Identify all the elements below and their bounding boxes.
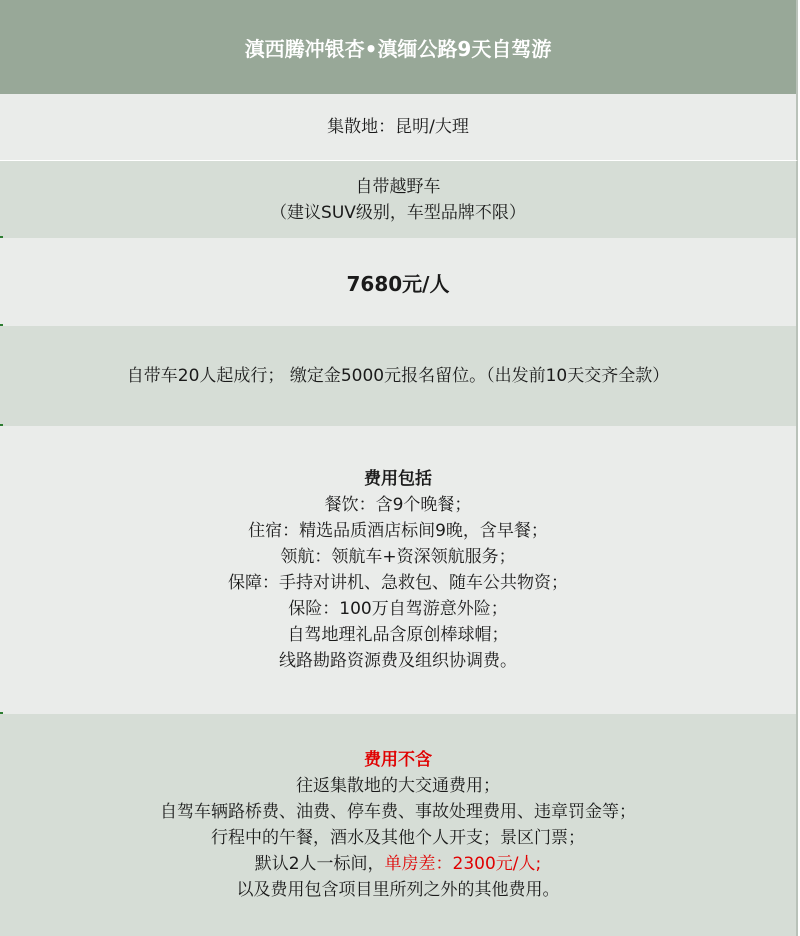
included-item: 线路勘路资源费及组织协调费。 — [279, 651, 517, 671]
vehicle-row — [0, 160, 798, 238]
excluded-item: 行程中的午餐，酒水及其他个人开支；景区门票； — [211, 828, 585, 848]
included-item: 住宿：精选品质酒店标间9晚，含早餐； — [248, 521, 548, 541]
single-room-supplement: 单房差：2300元/人; — [384, 854, 542, 874]
meeting-point: 集散地：昆明/大理 — [327, 117, 469, 137]
booking-terms: 自带车20人起成行； 缴定金5000元报名留位。（出发前10天交齐全款） — [126, 366, 670, 386]
single-room-prefix: 默认2人一标间， — [254, 854, 385, 874]
booking-row — [0, 326, 798, 426]
meeting-point-row — [0, 94, 798, 160]
excluded-item: 自驾车辆路桥费、油费、停车费、事故处理费用、违章罚金等； — [160, 802, 636, 822]
single-room-line — [255, 851, 542, 877]
included-item: 自驾地理礼品含原创棒球帽； — [287, 625, 509, 645]
price: 7680元/人 — [346, 271, 450, 296]
excluded-item: 以及费用包含项目里所列之外的其他费用。 — [236, 880, 560, 900]
title-row — [0, 0, 798, 94]
page-title: 滇西腾冲银杏•滇缅公路9天自驾游 — [244, 36, 552, 61]
included-item: 领航：领航车+资深领航服务； — [280, 547, 516, 567]
excluded-heading: 费用不含 — [364, 750, 432, 770]
price-row — [0, 238, 798, 326]
included-heading: 费用包括 — [364, 469, 432, 489]
included-item: 保障：手持对讲机、急救包、随车公共物资； — [228, 573, 568, 593]
included-item: 保险：100万自驾游意外险； — [288, 599, 508, 619]
vehicle-line-1: 自带越野车 — [355, 176, 441, 197]
excluded-row — [0, 714, 798, 936]
included-item: 餐饮：含9个晚餐； — [324, 495, 472, 515]
vehicle-line-2: （建议SUV级别，车型品牌不限） — [270, 202, 526, 223]
excluded-item: 往返集散地的大交通费用； — [296, 776, 500, 796]
included-row — [0, 426, 798, 714]
